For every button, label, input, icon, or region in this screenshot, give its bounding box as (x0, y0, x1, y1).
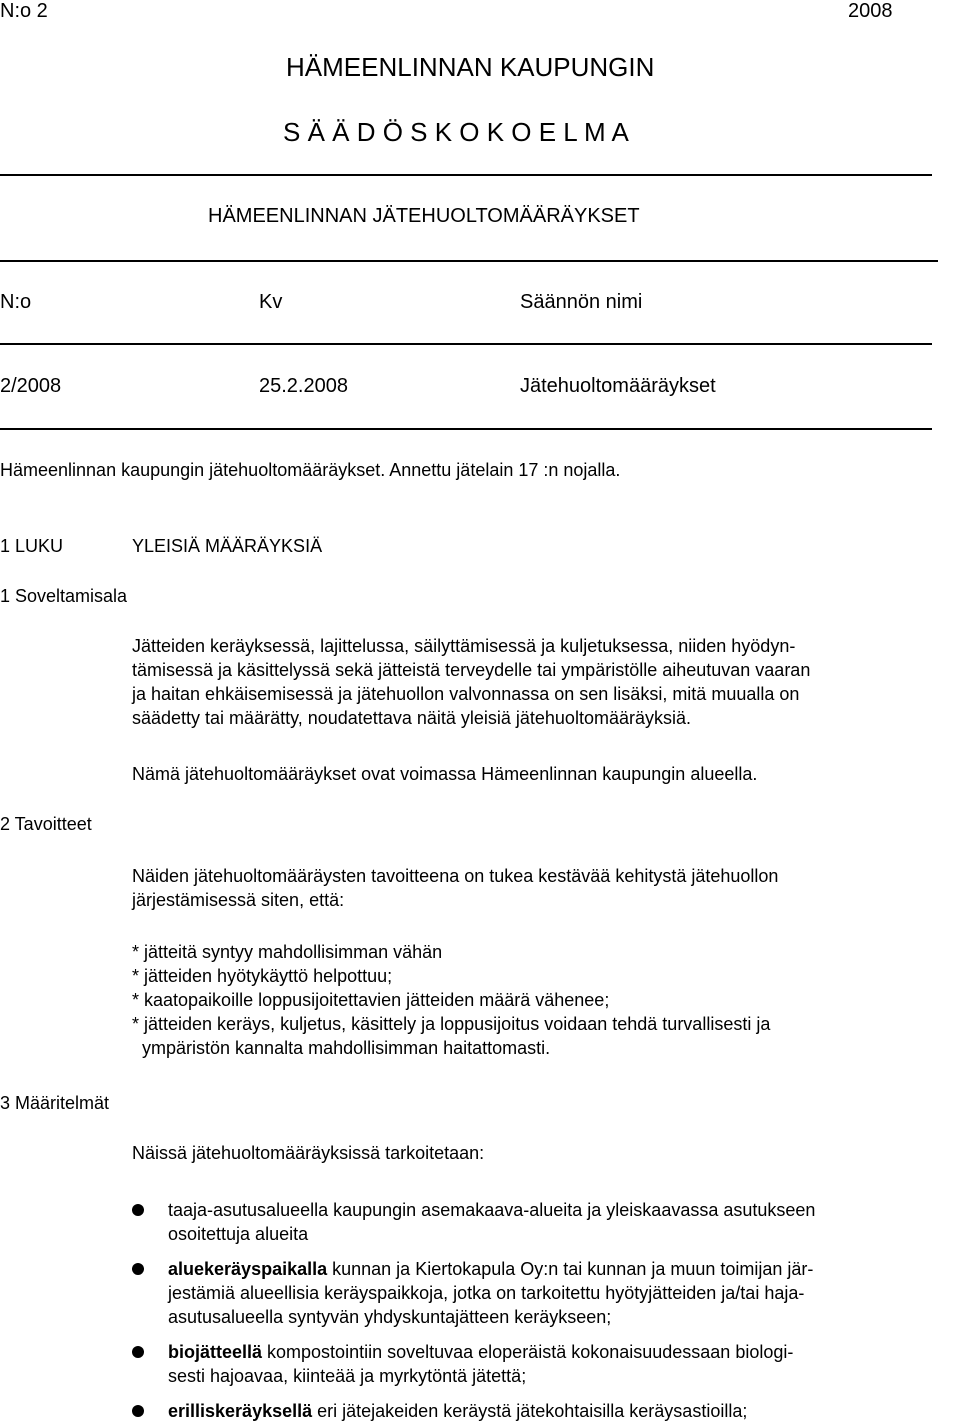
document-number: N:o 2 (0, 0, 48, 22)
list-item: * jätteitä syntyy mahdollisimman vähän (132, 942, 443, 962)
definition-item (168, 1257, 813, 1329)
paragraph-line: järjestämisessä siten, että: (132, 890, 345, 910)
section-1-heading: 1 Soveltamisala (0, 586, 128, 606)
table-header-rule-name: Säännön nimi (520, 291, 643, 313)
regulation-title: HÄMEENLINNAN JÄTEHUOLTOMÄÄRÄYKSET (208, 205, 640, 227)
title-divider (0, 260, 938, 262)
definition-line: osoitettuja alueita (168, 1224, 309, 1244)
collection-title: S Ä Ä D Ö S K O K O E L M A (283, 117, 629, 147)
bullet-icon (132, 1263, 144, 1275)
table-header-number: N:o (0, 291, 32, 313)
table-header-kv: Kv (259, 291, 283, 313)
paragraph-line: Jätteiden keräyksessä, lajittelussa, säilyttämisessä ja kuljetuksessa, niiden hyödyn- (132, 636, 796, 656)
definition-line: kompostointiin soveltuvaa eloperäistä kokonaisuudessaan biologi- (262, 1342, 794, 1362)
definition-term: aluekeräyspaikalla (168, 1259, 328, 1279)
definition-line: eri jätejakeiden keräystä jätekohtaisilla keräysastioilla; (312, 1401, 748, 1421)
definition-line: taaja-asutusalueella kaupungin asemakaava-alueita ja yleiskaavassa asutukseen (168, 1200, 816, 1220)
bullet-icon (132, 1204, 144, 1216)
bullet-icon (132, 1405, 144, 1417)
list-item: * jätteiden keräys, kuljetus, käsittely ja loppusijoitus voidaan tehdä turvallisesti ja (132, 1014, 771, 1034)
table-header-divider (0, 343, 932, 345)
paragraph-line: tämisessä ja käsittelyssä sekä jätteistä terveydelle tai ympäristölle aiheutuvan vaaran (132, 660, 811, 680)
paragraph-line: säädetty tai määrätty, noudatettava näitä yleisiä jätehuoltomääräyksiä. (132, 708, 691, 728)
document-year: 2008 (848, 0, 893, 22)
intro-text: Hämeenlinnan kaupungin jätehuoltomääräykset. Annettu jätelain 17 :n nojalla. (0, 460, 621, 480)
definition-line: sesti hajoavaa, kiinteää ja myrkytöntä jätettä; (168, 1366, 527, 1386)
list-item: * kaatopaikoille loppusijoitettavien jätteiden määrä vähenee; (132, 990, 610, 1010)
section-1-paragraph (132, 634, 932, 730)
definition-line: jestämiä alueellisia keräyspaikkoja, jotka on tarkoitettu hyötyjätteiden ja/tai haja- (168, 1283, 805, 1303)
table-cell-kv: 25.2.2008 (259, 375, 348, 397)
list-item: * jätteiden hyötykäyttö helpottuu; (132, 966, 393, 986)
header-divider (0, 174, 932, 176)
section-2-paragraph (132, 864, 932, 912)
section-2-goal-list (132, 940, 932, 1060)
chapter-number: 1 LUKU (0, 536, 64, 556)
list-item: ympäristön kannalta mahdollisimman haitattomasti. (132, 1038, 551, 1058)
table-divider (0, 428, 932, 430)
definition-item (168, 1198, 815, 1246)
table-cell-rule-name: Jätehuoltomääräykset (520, 375, 716, 397)
section-1-paragraph-2: Nämä jätehuoltomääräykset ovat voimassa Hämeenlinnan kaupungin alueella. (132, 764, 758, 784)
definition-term: erilliskeräyksellä (168, 1401, 313, 1421)
definition-item (168, 1399, 747, 1423)
city-title: HÄMEENLINNAN KAUPUNGIN (286, 52, 655, 82)
section-3-heading: 3 Määritelmät (0, 1093, 110, 1113)
paragraph-line: Näiden jätehuoltomääräysten tavoitteena on tukea kestävää kehitystä jätehuollon (132, 866, 779, 886)
table-cell-number: 2/2008 (0, 375, 62, 397)
chapter-title: YLEISIÄ MÄÄRÄYKSIÄ (132, 536, 323, 556)
section-3-intro: Näissä jätehuoltomääräyksissä tarkoitetaan: (132, 1143, 485, 1163)
definition-line: asutusalueella syntyvän yhdyskuntajätteen keräykseen; (168, 1307, 612, 1327)
section-2-heading: 2 Tavoitteet (0, 814, 92, 834)
definition-term: biojätteellä (168, 1342, 263, 1362)
definition-item (168, 1340, 793, 1388)
definition-line: kunnan ja Kiertokapula Oy:n tai kunnan ja muun toimijan jär- (327, 1259, 814, 1279)
paragraph-line: ja haitan ehkäisemisessä ja jätehuollon valvonnassa on sen lisäksi, mitä muualla on (132, 684, 800, 704)
bullet-icon (132, 1346, 144, 1358)
